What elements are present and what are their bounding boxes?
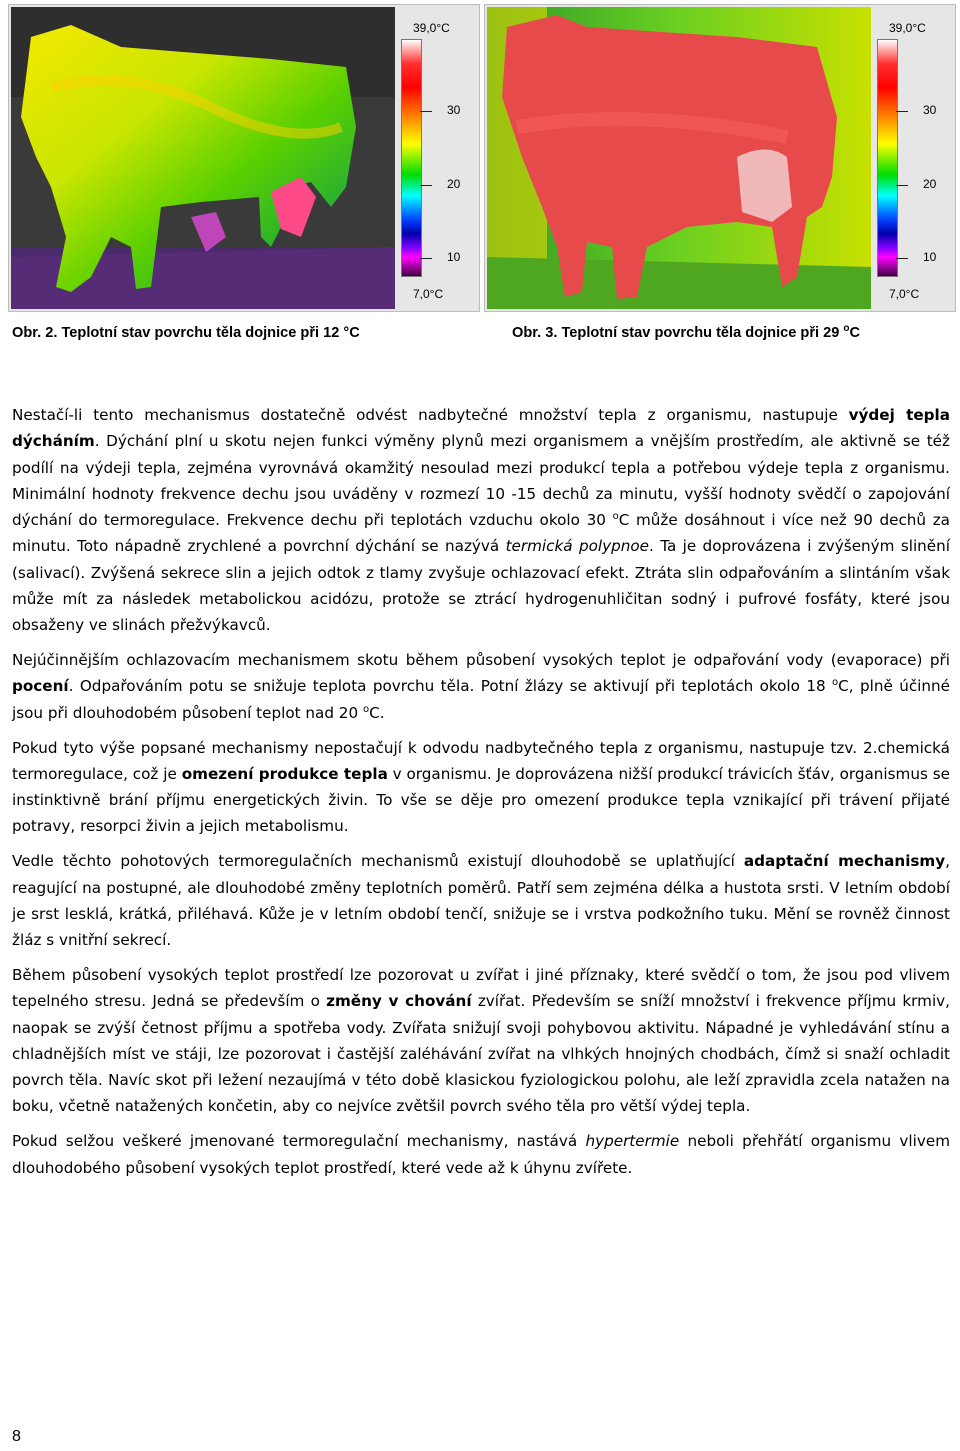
- paragraph: Nestačí-li tento mechanismus dostatečně odvést nadbytečné množství tepla z organismu, nastupuje výdej tepla dýcháním. Dýchání plní u skotu nejen funkci výměny plynů mezi organismem a vnějším prostředím, ale aktivně se též podílí na výdeji tepla, zejména vyrovnává okamžitý nesoulad mezi produkcí tepla a potřebou výdeje tepla z organismu. Minimální hodnoty frekvence dechu jsou uváděny v rozmezí 10 -15 dechů za minutu, vyšší hodnoty svědčí o zapojování dýchání do termoregulace. Frekvence dechu při teplotách vzduchu okolo 30 $^o$C může dosáhnout i více než 90 dechů za minutu. Toto nápadně zrychlené a povrchní dýchání se nazývá termická polypnoe. Ta je doprovázena i zvýšeným slinění (salivací). Zvýšená sekrece slin a jejich odtok z tlamy zvyšuje ochlazovací efekt. Ztráta slin odpařováním a slintáním však může mít za následek metabolickou acidózu, protože se ztrácí hydrogenuhličitan sodný i pufrové fosfáty, které jsou obsaženy ve slinách přežvýkavců.: [12, 406, 950, 635]
- thermal-image-cow-12c: [11, 7, 395, 309]
- thermal-figure-29c: [484, 4, 956, 312]
- caption-fig2: Obr. 2. Teplotní stav povrchu těla dojnice při 12 °C: [12, 325, 360, 341]
- paragraph: Nejúčinnějším ochlazovacím mechanismem skotu během působení vysokých teplot je odpařování vody (evaporace) při pocení. Odpařováním potu se snižuje teplota povrchu těla. Potní žlázy se aktivují při teplotách okolo 18 $^o$C, plně účinné jsou při dlouhodobém působení teplot nad 20 $^o$C.: [12, 651, 950, 722]
- paragraph: Pokud selžou veškeré jmenované termoregulační mechanismy, nastává hypertermie neboli přehřátí organismu vlivem dlouhodobého působení vysokých teplot prostředí, které vede až k úhynu zvířete.: [12, 1132, 950, 1177]
- paragraph: Během působení vysokých teplot prostředí lze pozorovat u zvířat i jiné příznaky, které svědčí o tom, že jsou pod vlivem tepelného stresu. Jedná se především o změny v chování zvířat. Především se sníží množství i frekvence příjmu krmiv, naopak se zvýší četnost příjmu a spotřeba vody. Zvířata snižují svoji pohybovou aktivitu. Nápadné je vyhledávání stínu a chladnějších míst ve stáji, lze pozorovat i častější zaléhávání zvířat na vlhkých hnojných chodbách, čímž si snaží ochladit povrch těla. Navíc skot při ležení nezaujímá v této době klasickou fyziologickou polohu, ale leží zpravidla zcela natažen na boku, včetně natažených končetin, aby co nejvíce zvětšil povrch svého těla pro větší výdej tepla.: [12, 965, 950, 1116]
- scale-tick-label: 10: [447, 250, 461, 264]
- page-number: 8: [12, 1428, 21, 1445]
- paragraph: Vedle těchto pohotových termoregulačních mechanismů existují dlouhodobě se uplatňující adaptační mechanismy, reagující na postupné, ale dlouhodobé změny teplotních poměrů. Patří sem zejména délka a hustota srsti. V letním období je srst lesklá, krátká, přiléhavá. Kůže je v letním období tenčí, snižuje se i vrstva podkožního tuku. Mění se rovněž činnost žláz s vnitřní sekrecí.: [12, 852, 950, 950]
- scale-tick-label: 20: [447, 177, 461, 191]
- body-text: [12, 402, 950, 1189]
- color-gradient-bar: [401, 39, 422, 277]
- scale-tick-label: 10: [923, 250, 937, 264]
- thermal-figure-12c: [8, 4, 480, 312]
- thermal-image-cow-29c: [487, 7, 871, 309]
- caption-fig3: Obr. 3. Teplotní stav povrchu těla dojnice při 29 $^o$C: [512, 323, 861, 341]
- temperature-scale: [397, 7, 477, 309]
- temperature-scale: [873, 7, 953, 309]
- scale-min-label: 7,0°C: [889, 287, 920, 301]
- paragraph: Pokud tyto výše popsané mechanismy nepostačují k odvodu nadbytečného tepla z organismu, nastupuje tzv. 2.chemická termoregulace, což je omezení produkce tepla v organismu. Je doprovázena nižší produkcí trávicích šťáv, organismus se instinktivně brání příjmu energetických živin. To vše se děje pro omezení produkce tepla vznikající při trávení přijaté potravy, resorpci živin a jejich metabolismu.: [12, 738, 950, 836]
- scale-max-label: 39,0°C: [413, 21, 450, 35]
- color-gradient-bar: [877, 39, 898, 277]
- scale-tick-label: 30: [923, 103, 937, 117]
- scale-min-label: 7,0°C: [413, 287, 444, 301]
- scale-tick-label: 30: [447, 103, 461, 117]
- scale-tick-label: 20: [923, 177, 937, 191]
- scale-max-label: 39,0°C: [889, 21, 926, 35]
